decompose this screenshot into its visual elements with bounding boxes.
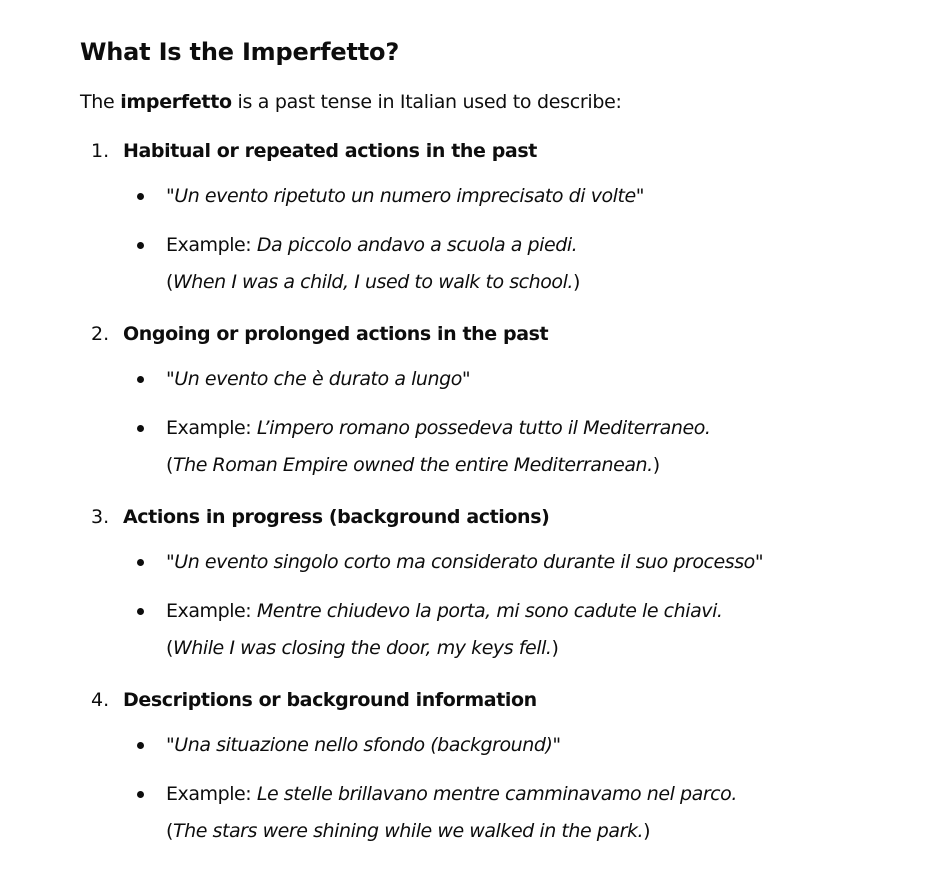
- usage-item: [80, 502, 900, 667]
- translation-open: (: [166, 271, 173, 293]
- intro-term: imperfetto: [120, 91, 232, 113]
- item-title: Ongoing or prolonged actions in the past: [123, 323, 549, 345]
- example-translation: While I was closing the door, my keys fell.: [172, 637, 552, 659]
- translation-close: ): [652, 454, 660, 476]
- example-bullet: [123, 410, 900, 484]
- intro-suffix: is a past tense in Italian used to describe:: [231, 91, 622, 113]
- translation-open: (: [166, 637, 173, 659]
- intro-prefix: The: [80, 91, 121, 113]
- quote-bullet: [123, 727, 900, 764]
- usage-list: [80, 136, 900, 850]
- item-points: [123, 178, 900, 301]
- example-label: Example:: [166, 417, 257, 439]
- quote-text: "Un evento singolo corto ma considerato durante il suo processo": [166, 551, 764, 573]
- translation-close: ): [643, 820, 651, 842]
- example-label: Example:: [166, 783, 257, 805]
- item-points: [123, 361, 900, 484]
- example-italian: Le stelle brillavano mentre camminavamo nel parco.: [256, 783, 737, 805]
- translation-open: (: [166, 454, 173, 476]
- example-italian: L’impero romano possedeva tutto il Mediterraneo.: [256, 417, 711, 439]
- item-title: Descriptions or background information: [123, 689, 537, 711]
- example-bullet: [123, 593, 900, 667]
- usage-item: [80, 685, 900, 850]
- item-number: 1.: [91, 140, 110, 162]
- usage-item: [80, 319, 900, 484]
- quote-text: "Una situazione nello sfondo (background)": [166, 734, 561, 756]
- document-body: [80, 34, 900, 850]
- translation-close: ): [573, 271, 580, 293]
- item-number: 2.: [91, 323, 110, 345]
- example-translation: The stars were shining while we walked in the park.: [172, 820, 644, 842]
- quote-bullet: [123, 178, 900, 215]
- quote-text: "Un evento ripetuto un numero imprecisato di volte": [166, 185, 645, 207]
- example-translation: When I was a child, I used to walk to school.: [172, 271, 574, 293]
- example-bullet: [123, 776, 900, 850]
- example-translation: The Roman Empire owned the entire Mediterranean.: [172, 454, 653, 476]
- intro-paragraph: [80, 87, 900, 117]
- quote-bullet: [123, 544, 900, 581]
- page-title: What Is the Imperfetto?: [80, 38, 400, 66]
- translation-open: (: [166, 820, 173, 842]
- example-label: Example:: [166, 234, 257, 256]
- item-points: [123, 727, 900, 850]
- example-italian: Mentre chiudevo la porta, mi sono cadute le chiavi.: [256, 600, 723, 622]
- item-points: [123, 544, 900, 667]
- item-title: Actions in progress (background actions): [123, 506, 550, 528]
- translation-close: ): [551, 637, 559, 659]
- example-italian: Da piccolo andavo a scuola a piedi.: [256, 234, 578, 256]
- item-number: 3.: [91, 506, 110, 528]
- quote-bullet: [123, 361, 900, 398]
- item-number: 4.: [91, 689, 110, 711]
- quote-text: "Un evento che è durato a lungo": [166, 368, 471, 390]
- item-title: Habitual or repeated actions in the past: [123, 140, 537, 162]
- example-label: Example:: [166, 600, 257, 622]
- usage-item: [80, 136, 900, 301]
- example-bullet: [123, 227, 900, 301]
